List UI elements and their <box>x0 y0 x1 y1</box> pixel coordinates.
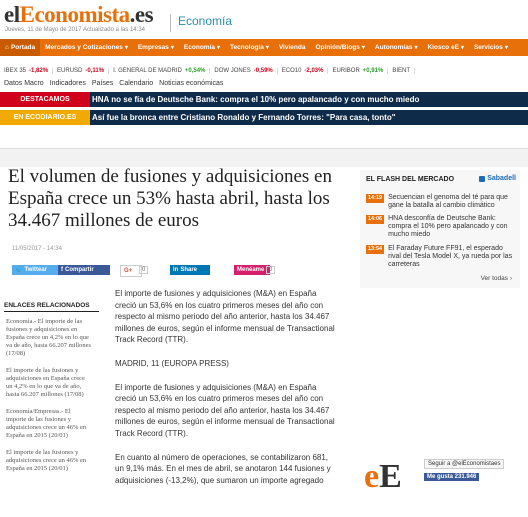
sponsor-name: Sabadell <box>487 175 516 182</box>
banner-label: EN ECODIARIO.ES <box>0 110 90 125</box>
related-link[interactable]: Economía.- El importe de las fusiones y adquisiciones en España crece un 4,2% en lo que va de año, hasta 66.207 millones (17/08) <box>6 318 92 357</box>
nav-label: Tecnología <box>230 44 264 51</box>
flash-time: 14:19 <box>368 195 383 201</box>
facebook-icon: f <box>61 267 63 273</box>
flash-item[interactable] <box>366 194 516 210</box>
chevron-down-icon: ▾ <box>216 45 220 51</box>
related-link[interactable]: Economía/Empresas.- El importe de las fusiones y adquisiciones crece un 46% en España en 2015 (20/01) <box>6 408 87 439</box>
linkedin-icon: in <box>173 267 179 273</box>
related-link[interactable]: El importe de las fusiones y adquisiciones en España crece un 4,2% en lo que va de año, hasta 66.207 millones (17/08) <box>6 367 85 398</box>
ticker-name: EURIBOR <box>332 68 360 74</box>
home-icon: ⌂ <box>5 44 9 51</box>
facebook-like-button[interactable]: Me gusta 231.946 <box>424 473 479 481</box>
twitter-share-button[interactable] <box>12 265 62 275</box>
dateline: Jueves, 11 de Mayo de 2017 Actualizado a las 14:34 <box>5 27 145 33</box>
nav-label: Servicios <box>473 44 503 51</box>
flash-text: HNA desconfía de Deutsche Bank: compra el 10% pero apalancado y con mucho miedo <box>388 215 508 239</box>
ticker-item[interactable] <box>210 68 277 74</box>
ticker-name: EURUSD <box>57 68 83 74</box>
flash-time: 13:54 <box>368 246 383 252</box>
chevron-down-icon: ▾ <box>170 45 174 51</box>
article-paragraph: El importe de fusiones y adquisiciones (M&A) en España creció un 53,6% en los cuatro primeros meses del año con respecto al mismo periodo del año anterior, hasta los 34.467 millones de euros, según el informe mensual de Transactional Track Record (TTR). <box>115 382 335 438</box>
nav-item-vivienda[interactable] <box>274 39 311 56</box>
ticker-name: IBEX 35 <box>4 68 27 74</box>
ticker-value: +0,54% <box>184 68 206 74</box>
banner-destacamos[interactable] <box>0 92 528 107</box>
see-all-link[interactable]: Ver todas › <box>480 275 512 282</box>
subnav-datos-macro[interactable]: Datos Macro <box>4 80 44 87</box>
banner-text[interactable]: HNA no se fía de Deutsche Bank: compra el 10% pero apalancado y con mucho miedo <box>92 95 420 104</box>
article-headline: El volumen de fusiones y adquisiciones en España crece un 53% hasta abril, hasta los 34.467 millones de euros <box>8 166 332 231</box>
flash-time: 14:06 <box>368 216 383 222</box>
flash-item[interactable] <box>366 215 516 240</box>
main-nav <box>0 39 528 56</box>
ticker-value: -2,03% <box>304 68 324 74</box>
nav-label: Portada <box>10 44 36 51</box>
nav-item-autonomias[interactable] <box>370 39 423 56</box>
article-body <box>115 288 337 498</box>
nav-label: Autonomías <box>374 44 413 51</box>
subnav-indicadores[interactable]: Indicadores <box>49 80 86 87</box>
ticker-item[interactable] <box>388 68 415 74</box>
ticker-value: -1,82% <box>29 68 49 74</box>
related-divider <box>4 311 99 312</box>
ticker-item[interactable] <box>109 68 210 74</box>
nav-item-economia[interactable] <box>179 39 225 56</box>
market-ticker <box>0 65 528 77</box>
sponsor-logo[interactable] <box>479 175 516 182</box>
linkedin-share-button[interactable] <box>170 265 210 275</box>
article-paragraph: El importe de fusiones y adquisiciones (M&A) en España creció un 53,6% en los cuatro primeros meses del año con respecto al mismo periodo del año anterior, hasta los 34.467 millones de euros, según el informe mensual de Transactional Track Record (TTR). <box>115 289 335 345</box>
ticker-name: DOW JONES <box>214 68 251 74</box>
chevron-down-icon: ▾ <box>460 45 464 51</box>
twitter-icon: 🐦 <box>15 267 23 274</box>
subnav-calendario[interactable]: Calendario <box>119 80 154 87</box>
related-link[interactable]: El importe de las fusiones y adquisiciones crece un 46% en España en 2015 (20/01) <box>6 449 87 472</box>
banner-label: DESTACAMOS <box>0 92 90 107</box>
banner-ecodiario[interactable] <box>0 110 528 125</box>
share-label: G+ <box>124 268 133 274</box>
ticker-value: -0,11% <box>85 68 105 74</box>
gplus-count: 0 <box>139 266 148 274</box>
related-list <box>6 318 92 482</box>
flash-text: El Faraday Future FF91, el esperado rival del Tesla Model X, ya rueda por las carreteras <box>388 245 513 269</box>
chevron-down-icon: ▾ <box>124 45 128 51</box>
header-divider <box>170 14 171 32</box>
nav-item-kiosco[interactable] <box>422 39 468 56</box>
nav-label: Economía <box>183 44 215 51</box>
follow-box <box>360 455 520 497</box>
meneame-share-button[interactable] <box>234 265 270 275</box>
nav-item-mercados[interactable] <box>40 39 133 56</box>
article-paragraph: En cuanto al número de operaciones, se contabilizaron 681, un 9,1% más. En el mes de abril, se anotaron 144 fusiones y adquisiciones (-13,2%), que sumaron un importe agregado <box>115 452 331 485</box>
flash-text: Secuencian el genoma del té para que gane la batalla al cambio climático <box>388 194 508 210</box>
flash-heading: EL FLASH DEL MERCADO <box>366 176 455 183</box>
flash-mercado-box <box>360 170 520 288</box>
subnav-noticias[interactable]: Noticias económicas <box>159 80 224 87</box>
ticker-value: -0,59% <box>253 68 273 74</box>
twitter-follow-button[interactable]: Seguir a @elEconomistaes <box>424 459 504 469</box>
site-logo[interactable] <box>4 2 153 28</box>
nav-item-opinion[interactable] <box>310 39 369 56</box>
nav-label: Mercados y Cotizaciones <box>45 44 123 51</box>
logo-el: el <box>4 2 20 27</box>
share-label: Compartir <box>65 267 94 273</box>
nav-item-portada[interactable] <box>0 39 40 56</box>
chevron-down-icon: ▾ <box>414 45 418 51</box>
nav-label: Vivienda <box>278 44 306 51</box>
logo-economista: Economista <box>19 2 130 27</box>
nav-label: Opinión/Blogs <box>315 44 360 51</box>
chevron-down-icon: ▾ <box>361 45 365 51</box>
flash-item[interactable] <box>366 245 516 270</box>
subnav-paises[interactable]: Países <box>91 80 114 87</box>
chevron-down-icon: ▾ <box>504 45 508 51</box>
ticker-value: +0,91% <box>362 68 384 74</box>
related-heading: ENLACES RELACIONADOS <box>4 302 90 309</box>
article-date: 11/05/2017 - 14:34 <box>12 246 62 252</box>
sabadell-icon <box>479 176 485 182</box>
chevron-down-icon: ▾ <box>265 45 269 51</box>
ticker-item[interactable] <box>0 68 53 74</box>
banner-text[interactable]: Así fue la bronca entre Cristiano Ronaldo y Fernando Torres: "Para casa, tonto" <box>92 113 396 122</box>
nav-label: Empresas <box>137 44 169 51</box>
logo-es: .es <box>129 2 154 27</box>
ticker-item[interactable] <box>328 68 388 74</box>
ad-band <box>0 148 528 167</box>
ticker-item[interactable] <box>53 68 109 74</box>
nav-item-empresas[interactable] <box>133 39 179 56</box>
section-title[interactable]: Economía <box>178 14 233 28</box>
ee-logo[interactable] <box>364 457 402 497</box>
logo-e-lower: e <box>364 458 380 495</box>
facebook-share-button[interactable] <box>58 265 110 275</box>
nav-item-servicios[interactable] <box>469 39 513 56</box>
share-label: Twittear <box>24 267 48 273</box>
article-paragraph: MADRID, 11 (EUROPA PRESS) <box>115 358 229 368</box>
share-label: Share <box>180 267 198 273</box>
meneame-count: 0 <box>266 266 275 274</box>
share-label: Menéame <box>237 267 265 273</box>
ticker-item[interactable] <box>278 68 329 74</box>
ticker-name: BIENT <box>392 68 410 74</box>
sub-nav <box>4 80 223 87</box>
logo-e-upper: E <box>379 458 402 495</box>
ticker-name: ECO10 <box>281 68 302 74</box>
nav-item-tecnologia[interactable] <box>225 39 274 56</box>
ticker-name: I. GENERAL DE MADRID <box>113 68 182 74</box>
nav-label: Kiosco eE <box>427 44 459 51</box>
